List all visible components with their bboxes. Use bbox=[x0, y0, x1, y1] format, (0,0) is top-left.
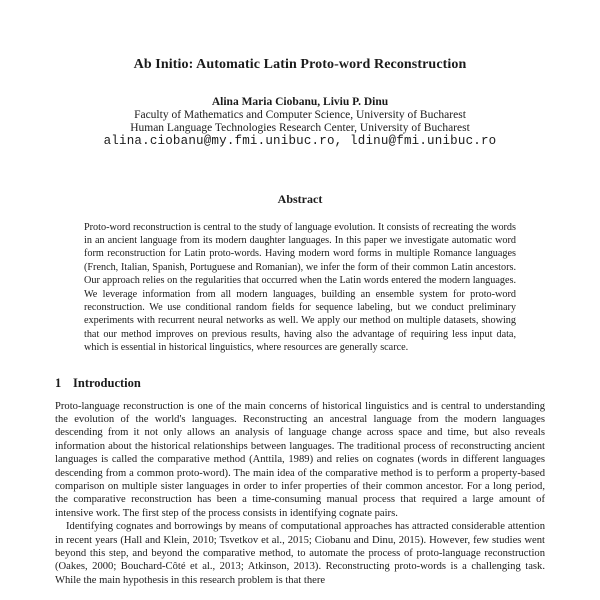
section-1-heading bbox=[55, 376, 545, 391]
abstract-heading: Abstract bbox=[277, 191, 323, 206]
author-block bbox=[0, 96, 600, 149]
section-1-title: Introduction bbox=[73, 375, 141, 390]
paper-title: Ab Initio: Automatic Latin Proto-word Reconstruction bbox=[133, 57, 467, 72]
intro-paragraph-1: Proto-language reconstruction is one of the main concerns of historical linguistics and is central to understanding the evolution of the world's languages. Reconstructing an ancestral language from the modern languages descending from it not only allows an analysis of language change across space and time, but also reveals information about the historical relationships between languages. The traditional process of reconstructing ancient languages is called the comparative method (Anttila, 1989) and relies on cognates (words in different languages descending from a common proto-word). The main idea of the comparative method is to perform a property-based comparison on multiple sister languages in order to infer properties of their common ancestor. For a long period, the comparative reconstruction has been a time-consuming manual process that required a large amount of intensive work. The first step of the process consists in identifying cognate pairs. bbox=[55, 400, 545, 519]
intro-paragraph-2: Identifying cognates and borrowings by means of computational approaches has attracted considerable attention in recent years (Hall and Klein, 2010; Tsvetkov et al., 2015; Ciobanu and Dinu, 2015). However, few studies went beyond this step, and beyond the comparative method, to automate the process of proto-language reconstruction (Oakes, 2000; Bouchard-Côté et al., 2013; Atkinson, 2013). Reconstructing proto-words is a challenging task. While the main hypothesis in this research problem is that there bbox=[55, 521, 545, 586]
affiliation-line-1: Faculty of Mathematics and Computer Science, University of Bucharest bbox=[134, 109, 466, 121]
author-emails: alina.ciobanu@my.fmi.unibuc.ro, ldinu@fmi.unibuc.ro bbox=[103, 134, 497, 148]
affiliation-line-2: Human Language Technologies Research Center, University of Bucharest bbox=[130, 122, 470, 134]
section-1-number: 1 bbox=[55, 375, 62, 390]
abstract-text: Proto-word reconstruction is central to the study of language evolution. It consists of recreating the words in an ancient language from its modern daughter languages. In this paper we investigate automatic word form reconstruction for Latin proto-words. Having modern word forms in multiple Romance languages (French, Italian, Spanish, Portuguese and Romanian), we infer the form of their common Latin ancestors. Our approach relies on the regularities that occurred when the Latin words entered the modern languages. We leverage information from all modern languages, building an ensemble system for proto-word reconstruction. We use conditional random fields for sequence labeling, but we conduct preliminary experiments with recurrent neural networks as well. We apply our method on multiple datasets, showing that our method improves on previous results, having also the advantage of requiring less input data, which is essential in historical linguistics, where resources are generally scarce. bbox=[84, 221, 516, 354]
authors: Alina Maria Ciobanu, Liviu P. Dinu bbox=[211, 96, 389, 108]
